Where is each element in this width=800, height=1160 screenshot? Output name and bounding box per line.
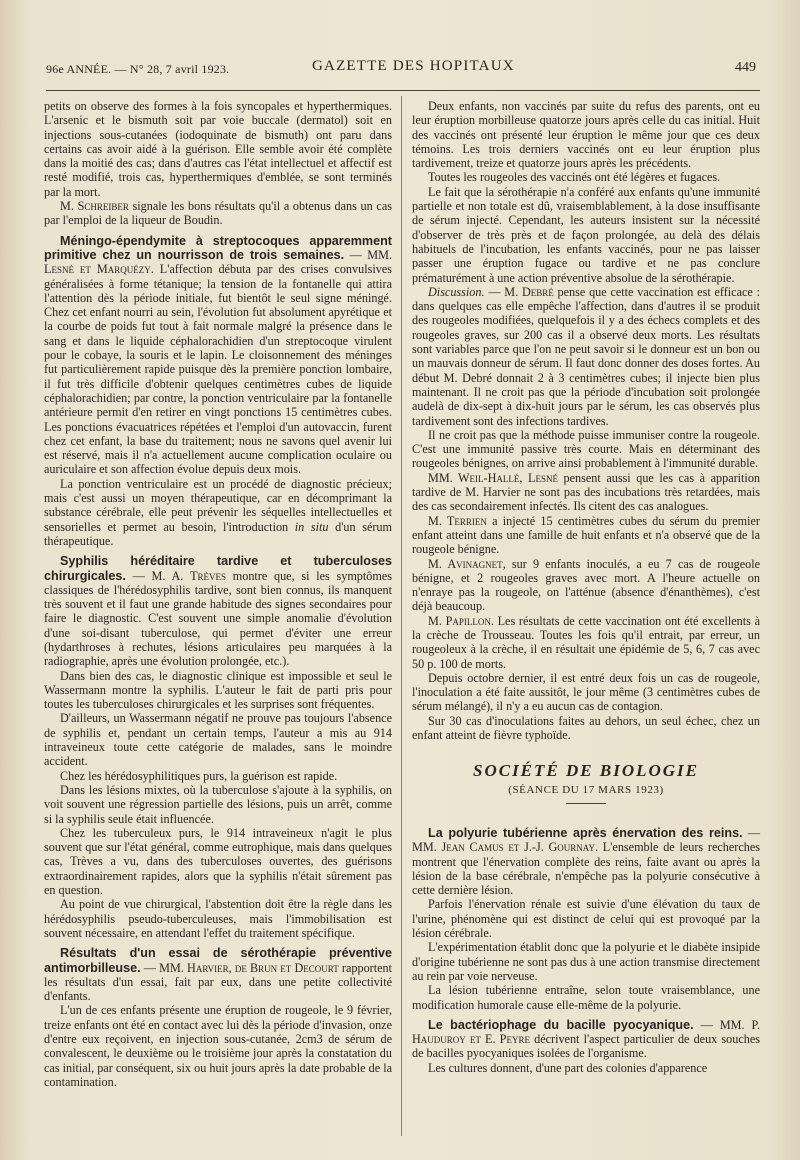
author-name: MM. Weil-Hallé, Lesné: [428, 470, 558, 485]
paragraph: L'expérimentation établit donc que la polyurie et le diabète insipide d'origine tubérienne ne sont pas dus à une action transmise directement au rein par voie nerveuse.: [412, 940, 760, 983]
article-heading: Méningo-épendymite à streptocoques apparemment primitive chez un nourrisson de trois semaines.: [44, 233, 392, 262]
author-name: Harvier, de Brun et Decourt: [187, 960, 339, 975]
article-heading: Résultats d'un essai de sérothérapie préventive antimorbilleuse.: [44, 946, 392, 975]
page-header: [42, 58, 762, 80]
paragraph: La lésion tubérienne entraîne, selon toute vraisemblance, une modification humorale cause elle-même de la polyurie.: [412, 983, 760, 1012]
author-name: M. Schreiber: [60, 199, 129, 214]
article-bacteriophage: Le bactériophage du bacille pyocyanique. — MM. P. Hauduroy et E. Peyre décrivent l'aspect particulier de deux souches de bacilles pyocyaniques isolées de l'organisme.: [412, 1017, 761, 1061]
author-name: Trèves: [190, 568, 227, 583]
paragraph: Il ne croit pas que la méthode puisse immuniser contre la rougeole. C'est une immunité passive très courte. Mais en déterminant des rougeoles bénignes, on arrive ainsi probablement à l'immunité durable.: [412, 427, 760, 471]
paragraph: Chez les tuberculeux purs, le 914 intraveineux n'agit le plus souvent que sur l'état général, comme eutrophique, mais dans quelques cas, Trèves a vu, dans des tuberculoses ouvertes, des guérisons extraordinairement rapides, alors que la syphilis n'était sûrement pas en question.: [44, 825, 392, 898]
discussion-paragraph: Discussion. — M. Debré pense que cette vaccination est efficace : dans quelques cas elle empêche l'affection, dans d'autres il se produit des rougeoles modifiées, quelquefois il y a des échecs complets et des rougeoles graves, sur 200 cas il a observé deux morts. Les résultats sont variables parce que l'on ne peut savoir si le donneur est un bon ou un mauvais donneur de sérum. Il faut donc donner des doses fortes. Au début M. Debré donnait 2 à 3 centimètres cubes; il injecte bien plus maintenant. Il ne croit pas que la période d'incubation soit prolongée audelà de dix-sept à dix-huit jours par le sérum, les cas observés plus tardivement sont des infections tardives.: [412, 284, 760, 428]
author-name: M. Papillon: [428, 613, 491, 628]
author-name: Debré: [521, 284, 554, 299]
publication-title: GAZETTE DES HOPITAUX: [312, 58, 515, 74]
discussion-label: Discussion.: [428, 284, 485, 299]
author-name: M. Avinagnet: [428, 556, 503, 571]
paragraph: D'ailleurs, un Wassermann négatif ne prouve pas toujours l'absence de syphilis et, pendant un certain temps, l'auteur a mis au 914 intraveineux toute cette catégorie de malades, sans le moindre accident.: [44, 711, 392, 769]
paragraph: petits on observe des formes à la fois syncopales et hyperthermiques. L'arsenic et le bismuth soit par voie buccale (dermatol) soit en injections sous-cutanées (iodoquinate de bismuth) ont paru dans certains cas avoir aidé à la guérison. Elle semble avoir été complète dans la moitié des cas; dans d'autres cas l'état intellectuel et affectif est resté modifié, trois cas, hyperthermiques d'emblée, se sont terminés par la mort.: [44, 99, 392, 199]
column-divider: [401, 96, 402, 1136]
paragraph: Dans bien des cas, le diagnostic clinique est impossible et seul le Wassermann montre la syphilis. L'auteur le fait de parti pris pour toutes les tuberculoses chirurgicales et les surprises sont fréquentes.: [44, 668, 392, 712]
article-polyurie: La polyurie tubérienne après énervation des reins. — MM. Jean Camus et J.-J. Gournay. L'ensemble de leurs recherches montrent que l'énervation complète des reins, faite avant ou après la lésion de la base cérébrale, n'empêche pas la polyurie consécutive à cette dernière lésion.: [412, 825, 761, 898]
paragraph: Les cultures donnent, d'une part des colonies d'apparence: [428, 1060, 708, 1075]
paragraph: Au point de vue chirurgical, l'abstention doit être la règle dans les hérédosyphilis pseudo-tuberculeuses, mais l'immobilisation est souvent nécessaire, en attendant l'effet du traitement spécifique.: [44, 897, 392, 940]
header-rule: [46, 90, 760, 91]
author-name: Jean Camus et J.-J. Gournay: [441, 840, 595, 855]
paragraph: Dans les lésions mixtes, où la tuberculose s'ajoute à la syphilis, on voit souvent une régression partielle des lésions, puis un arrêt, comme si la syphilis seule était influencée.: [44, 782, 392, 826]
article-heading: La polyurie tubérienne après énervation des reins.: [428, 825, 743, 840]
article-heading: Le bactériophage du bacille pyocyanique.: [428, 1017, 694, 1032]
issue-info: 96e ANNÉE. — N° 28, 7 avril 1923.: [46, 62, 230, 76]
article-meningo: Méningo-épendymite à streptocoques apparemment primitive chez un nourrisson de trois semaines. — MM. Lesné et Marquézy. L'affection débuta par des crises convulsives généralisées à forme tétanique; la tension de la fontanelle qui attira l'attention dès la période initiale, fut bientôt le seul signe méningé. Chez cet enfant nourri au sein, l'évolution fut absolument apyrétique et la courbe de poids fut tout à fait normale malgré la présence dans le sang et dans le liquide céphalorachidien d'un streptocoque virulent pour le cobaye, la souris et le lapin. Le cloisonnement des méninges fut particulièrement rapide puisque dès la première ponction lombaire, il fut très difficile d'obtenir quelques centimètres cubes de liquide céphalorachidien; par contre, la ponction ventriculaire par la fontanelle antérieure permit d'en retirer en vingt ponctions 15 centimètres cubes. Les ponctions évacuatrices répétées et l'emploi d'un autovaccin, furent chez cet enfant, la base du traitement; nous ne savons quel avenir lui est réservé, mais il n'a actuellement aucune complication oculaire ou auriculaire et son affection évolue depuis deux mois.: [44, 233, 392, 477]
author-name: Hauduroy et E. Peyre: [412, 1032, 530, 1047]
paragraph: L'un de ces enfants présente une éruption de rougeole, le 9 février, treize enfants ont été en contact avec lui dès la période d'invasion, onze d'entre eux reçoivent, en injection sous-cutanée, 2cm3 de sérum de convalescent, le deuxième ou le troisième jour après la constatation du cas initial, par conséquent, six ou huit jours après la date probable de la contamination.: [44, 1003, 392, 1089]
paragraph: M. Terrien a injecté 15 centimètres cubes du sérum du premier enfant atteint dans une famille de huit enfants et n'a observé que de la rougeole bénigne.: [412, 513, 760, 557]
paragraph: Sur 30 cas d'inoculations faites au dehors, un seul échec, chez un enfant atteint de fièvre typhoïde.: [412, 713, 760, 743]
article-serotherapie: Résultats d'un essai de sérothérapie préventive antimorbilleuse. — MM. Harvier, de Brun et Decourt rapportent les résultats d'un essai, fait par eux, dans une petite collectivité d'enfants.: [44, 946, 392, 1004]
section-rule: [566, 803, 606, 804]
paragraph: MM. Weil-Hallé, Lesné pensent aussi que les cas à apparition tardive de M. Harvier ne sont pas des incubations très retardées, mais des cas secondairement infectés. Ils citent des cas analogues.: [412, 470, 761, 514]
paragraph: M. Schreiber signale les bons résultats qu'il a obtenus dans un cas par l'emploi de la liqueur de Boudin.: [44, 199, 392, 228]
right-column: [412, 99, 760, 1075]
paragraph: Le fait que la sérothérapie n'a conféré aux enfants qu'une immunité partielle et non totale est dû, vraisemblablement, à la dose insuffisante de sérum injecté. Cependant, les auteurs insistent sur la nécessité d'observer de très près et de façon prolongée, au delà des délais habituels de l'incubation, les enfants vaccinés, pour ne pas laisser passer une éruption fugace ou tardive et ne pas conclure prématurément à une action préventive absolue de la sérothérapie.: [412, 184, 760, 285]
paragraph: Parfois l'énervation rénale est suivie d'une élévation du taux de l'urine, phénomène qui est distinct de celui qui est provoqué par la lésion cérébrale.: [412, 897, 760, 941]
paragraph: M. Avinagnet, sur 9 enfants inoculés, a eu 7 cas de rougeole bénigne, et 2 rougeoles graves avec mort. A l'heure actuelle on n'enraye pas la rougeole, on l'atténue (absence d'énanthèmes), c'est déjà beaucoup.: [412, 556, 760, 614]
section-title: SOCIÉTÉ DE BIOLOGIE: [473, 761, 699, 781]
paragraph: M. Papillon. Les résultats de cette vaccination ont été excellents à la crèche de Trousseau. Toutes les fois qu'il entrait, par erreur, un rougeoleux à la crèche, il en résultait une épidémie de 5, 6, 7 cas avec 50 p. 100 de morts.: [412, 613, 760, 671]
page-number: 449: [735, 60, 756, 75]
left-column: [44, 99, 392, 1089]
article-heading: Syphilis héréditaire tardive et tuberculoses chirurgicales.: [44, 554, 392, 583]
paragraph: Depuis octobre dernier, il est entré deux fois un cas de rougeole, l'inoculation a été faite aussitôt, le jour même (3 centimètres cubes de sérum mélangé), il n'y a eu aucun cas de contagion.: [412, 670, 760, 714]
paragraph: Chez les hérédosyphilitiques purs, la guérison est rapide.: [60, 768, 338, 783]
paragraph: Toutes les rougeoles des vaccinés ont été légères et fugaces.: [428, 170, 721, 185]
paragraph: La ponction ventriculaire est un procédé de diagnostic précieux; mais c'est aussi un moyen thérapeutique, car en décomprimant la substance cérébrale, elle peut prévenir les séquelles intellectuelles et sensorielles et permet au besoin, l'introduction in situ d'un sérum thérapeutique.: [44, 476, 392, 548]
paragraph: Deux enfants, non vaccinés par suite du refus des parents, ont eu leur éruption morbilleuse quatorze jours après celle du cas initial. Huit des vaccinés ont présenté leur éruption le même jour que ces deux témoins. Les trois derniers vaccinés ont eu leur éruption plus tardivement, treize et quatorze jours après les précédents.: [412, 99, 760, 171]
section-subtitle: (SÉANCE DU 17 MARS 1923): [508, 783, 664, 796]
article-syphilis: Syphilis héréditaire tardive et tuberculoses chirurgicales. — M. A. Trèves montre que, si les symptômes classiques de l'hérédosyphilis tardive, sont bien connus, ils manquent très souvent et il faut une grande habitude des signes secondaires pour faire le diagnostic. C'est souvent une simple anomalie d'évolution d'une soi-disant tuberculose, qui permet d'éviter une erreur (hydarthroses à rechutes, lésions articulaires peu marquées à la radiographie, après une évolution prolongée, etc.).: [44, 554, 392, 669]
author-name: M. Terrien: [428, 513, 487, 528]
author-name: Lesné et Marquézy: [44, 262, 151, 277]
